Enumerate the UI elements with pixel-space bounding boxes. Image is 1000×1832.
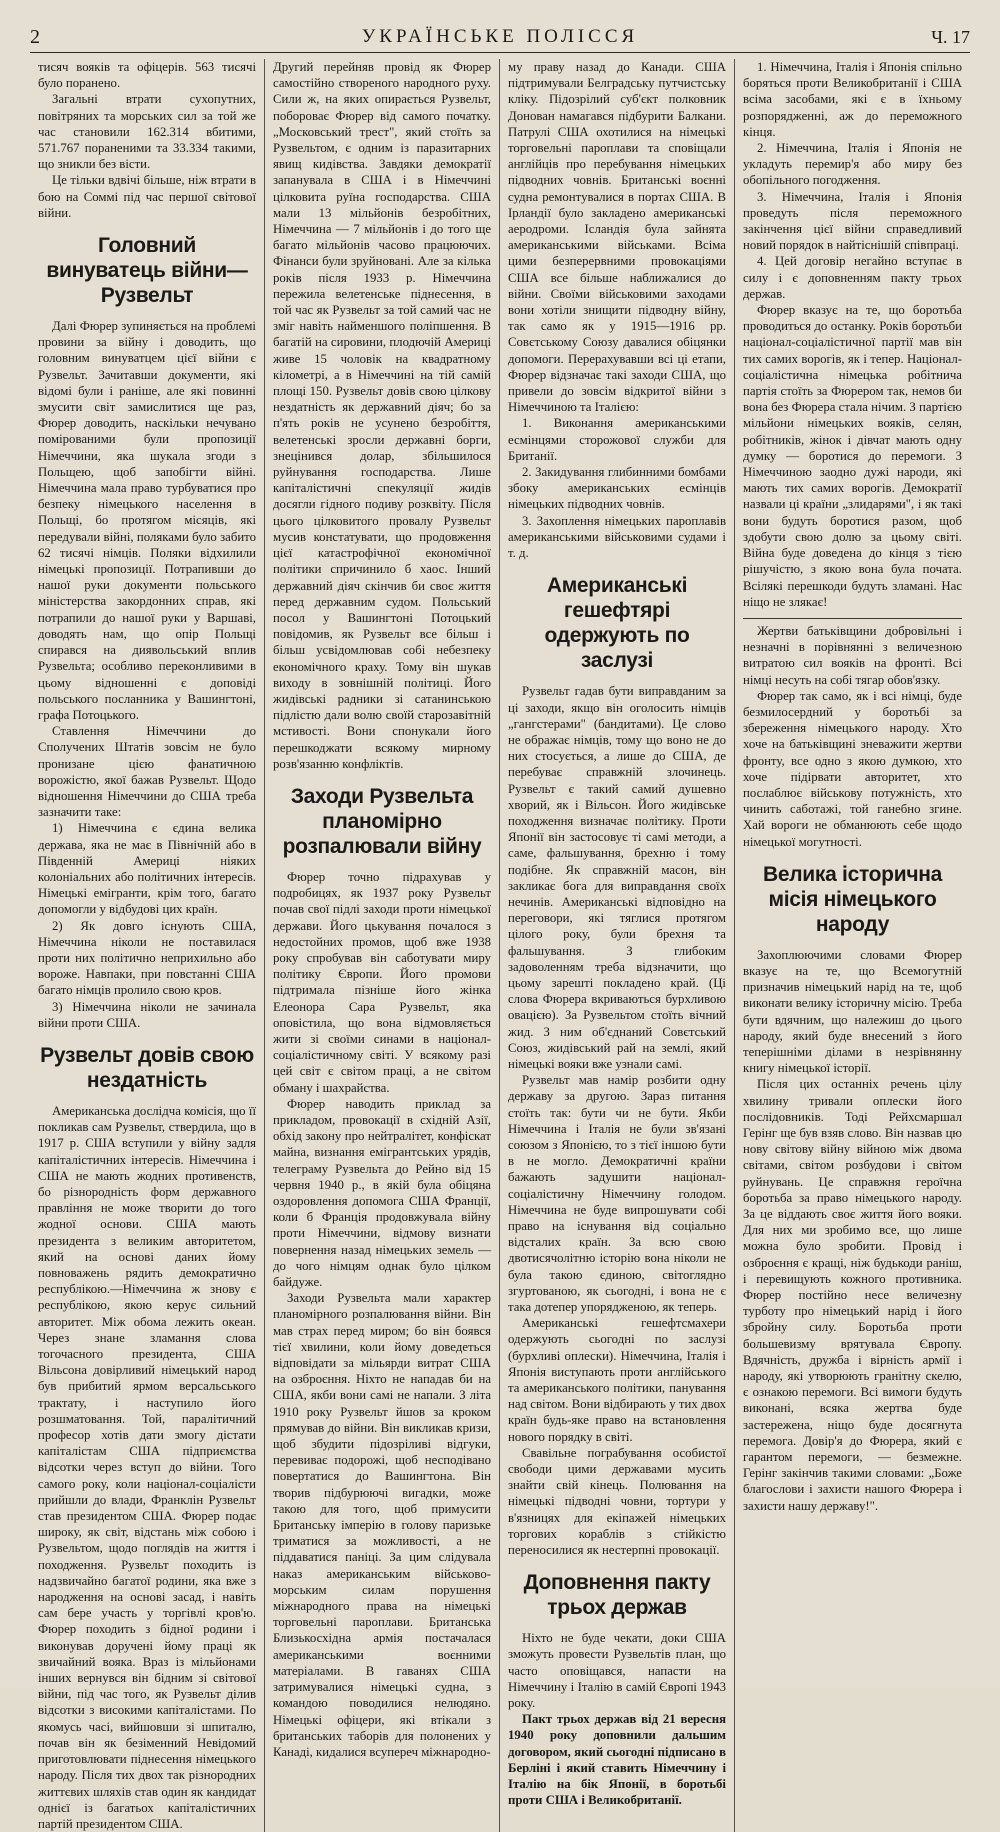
paragraph: 3. Захоплення німецьких пароплавів американськими військовими судами і т. д.: [508, 513, 726, 561]
paragraph: 3. Німеччина, Італія і Японія проведуть після переможного закінчення цієї війни справедливий новий порядок в найтіснішій співпраці.: [743, 189, 962, 253]
paragraph: 1. Німеччина, Італія і Японія спільно боряться проти Великобританії і США всіма засобами, які є в їхньому розпорядженні, аж до переможного кінця.: [743, 60, 962, 139]
section-heading: Головний винуватець війни—Рузвельт: [46, 234, 248, 308]
section-heading: Американські гешефтярі одержують по заслузі: [544, 574, 690, 673]
paragraph: Заходи Рузвельта мали характер планомірного розпалювання війни. Він мав страх перед миром; бо він боявся тієї хвилини, коли йому доведеться відповідати за мільярди витрат США на озброєння. Ніхто не нападав би на США, якби вони самі не напали. З літа 1910 року Рузвельт йшов за кроком прямував до війни. Він викликав кризи, щоб збудити підозріливі відгуки, перевиває подорожі, щоб несподівано повертатися до Вашингтона. Він творив підбурюючі вигадки, може такою для того, щоб примусити Британську імперію в голову паризьке триматися за можливості, а не піддаватися паніці. За цим слідувала наказ американським військово-морським силам порушення міжнародного права на німецькі торговельні пароплави. Британська Близькосхідна армія постачалася американськими воєнними матеріалами. В гаванях США затримувалися німецькі судна, з командою поводилися нелюдяно. Німецькі офіцери, які втікали з британських таборів для полонених у Канаді, кидалися всупереч міжнародно-: [273, 1291, 491, 1759]
page-number: 2: [30, 25, 40, 48]
column-2: [265, 59, 500, 1832]
paragraph: Американська дослідча комісія, що її покликав сам Рузвельт, ствердила, що в 1917 р. США вступили у війну задля капіталістичних інтересів. Німеччина і США не мають жодних противенств, бо різнородність форм державного правління не може творити до того жодної основи. США мають президента з великим авторитетом, який на основі даних йому повноважень рядить демократично республікою.—Німеччина ж знову є республікою, якою керує сильний авторитет. Між обома лежить океан. Через знане зламання слова тогочасного президента, США Вільсона довірливий німецький народ був прибитий ярмом версальського трактату, і наступило його розшматовання. Той, паралітичний професор хотів дати змогу дістати капіталістам США підприємства відсотки через вступ до війни. Того самого року, коли націонал-соціалісти прийшли до влади, Франклін Рузвельт став президентом США. Фюрер подає широку, як світ, відстань між собою і Рузвельтом, щодо поглядів на життя і походження. Рузвельт походить із надзвичайно багатої родини, яка вже з народження на основі засад, і навіть сам бере участь у торгівлі кров'ю. Фюрер походить з бідної родини і виконував доручені йому праці як звичайний вояка. Враз із мільйонами інших вернувся він бідним зі світової війни, під час того, як Рузвельт ділив відсотки з високими капіталістами. По якомусь часі, вийшовши зі шпиталю, почав він як безіменний Невідомий приготовлювати піднесення німецького народу. Після тих двох так різнородних життєвих шляхів став один як кандидат однієї із багатьох капіталістичних партій президентом США.: [38, 1103, 256, 1831]
paragraph: Ніхто не буде чекати, доки США зможуть провести Рузвельтів план, що часто оповіщався, напасти на Німеччину і Італію в самій Європі 1943 року.: [508, 1631, 726, 1711]
newspaper-title: УКРАЇНСЬКЕ ПОЛІССЯ: [361, 26, 639, 47]
paragraph: 4. Цей договір негайно вступає в силу і є доповненням пакту трьох держав.: [743, 254, 962, 301]
paragraph: 1. Виконання американськими есмінцями сторожової служби для Британії.: [508, 416, 726, 463]
paragraph: Загальні втрати сухопутних, повітряних та морських сил за той же час становили 162.314 вбитими, 571.767 пораненими та 33.334 такими, що зникли без вісти.: [38, 92, 256, 172]
paragraph-bold: Пакт трьох держав від 21 вересня 1940 року доповнили дальшим договором, який сьогодні підписано в Берліні і який ставить Німеччину і Італію на бік Японії, в боротьбі проти США і Великобританії.: [508, 1712, 726, 1808]
paragraph: му праву назад до Канади. США підтримували Белградську путчистську кліку. Підозрілий суб'єкт полковник Донован намагався підбурити Балкани. Патрулі США охотилися на німецькі торговельні пароплави та сповіщали англійців про перебування німецьких підводних човнів. Британські воєнні судна ремонтувалися в портах США. В Ірландії було закладено американські аеродроми. Ісландія була зайнята американськими військами. Всіма цими безперервними провокаціями США все більше наближалися до війни. Своїми військовими заходами вони хотіли знищити підводну війну, так само як у 1915—1916 рр. Совєтському Союзу давалися обіцянки допомоги. Перерахувавши всі ці етапи, Фюрер відзначає такі заходи США, що привели до зовсім відкритої війни з Німеччиною та Італією:: [508, 60, 726, 415]
paragraph: 2. Німеччина, Італія і Японія не укладуть перемир'я або миру без обопільного погодження.: [743, 141, 962, 188]
section-heading: Рузвельт довів свою нездатність: [40, 1043, 254, 1092]
paragraph: Далі Фюрер зупиняється на проблемі провини за війну і доводить, що головним винуватцем цієї війни є Рузвельт. Зачитавши документи, які відомі були і раніше, але які повинні змусити світ замислитися ще раз, Фюрер доводить, наскільки нечувано помірованими були пропозиції Німеччини, яка шукала згоди з Польщею, щоб запобігти війні. Німеччина мала право турбуватися про безпеку німецького населення в Польщі, бо протягом місяців, які передували війні, поляками було забито 62 тисячі німців. Поляки відхилили німецькі пропозиції. Потрапивши до нашої руки документи польського міністерства закордонних справ, які потрапили до нашої руки у Варшаві, доводять нам, що опір Польщі спирався на диявольський вплив Рузвельта; особливо переконливими в цьому відношенні є доповіді польського посланника у Вашингтоні, графа Потоцького.: [38, 319, 256, 722]
page-header: [30, 22, 970, 53]
paragraph: Жертви батьківщини добровільні і незначні в порівнянні з величезною витратою сил вояків на фронті. Всі німці несуть на собі тягар обов'язку.: [743, 623, 962, 687]
paragraph: Рузвельт мав намір розбити одну державу за другою. Зараз питання стоїть так: бути чи не бути. Якби Німеччина і Італія не були зв'язані союзом з Японією, то з тієї іншою бути в не могло. Демократичні країни бажають задушити націонал-соціалістичну Німеччину голодом. Німеччина не буде випрошувати собі право на існування від соціально відсталих країн. За всю свою двотисячолітню історію вона ніколи не була такою єдиною, світоглядно згуртованою, як сьогодні, і вона не є така дотепер упорядженою, як теперь.: [508, 1073, 726, 1315]
divider: [743, 618, 962, 619]
paragraph: Ставлення Німеччини до Сполучених Штатів зовсім не було пронизане цією фанатичною ворожістю, якої бажав Рузвельт. Щодо відношення Німеччини до США треба зазначити таке:: [38, 724, 256, 820]
paragraph: Це тільки вдвічі більше, ніж втрати в бою на Соммі під час першої світової війни.: [38, 173, 256, 220]
section-heading: Велика історична місія німецького народу: [763, 862, 942, 936]
paragraph: Після цих останніх речень цілу хвилину тривали оплески його послідовників. Тоді Рейхсмаршал Герінг ще був взяв слово. Він назвав цю нову світову війну війною між двома світами, світом розбудови і світом руйнувань. Це справжня героїчна боротьба за право німецького народу. За це віддають своє життя його вояки. Для них ми зробимо все, що лише можна було зробити. Провід і озброєння є кращі, ніж будькоди раніш, і перевищують кожного противника. Фюрер постійно несе величезну турботу про німецький нарід і його збройну силу. Боротьба проти большевизму врятувала Європу. Вдячність, дружба і вірність армії і народу, які утворюють гранітну скелю, є ознакою перемоги. Всі вимоги будуть виконані, всяка жертва буде застережена, ніщо буде досягнута перемога. Довір'я до Фюрера, який є гарантом перемоги, — безмежне. Герінг закінчив такими словами: „Боже благослови і захисти нашого Фюрера і захисти нашу державу!".: [743, 1077, 962, 1513]
paragraph: Рузвельт гадав бути виправданим за ці заходи, якщо він оголосить німців „гангстерами" (бандитами). Це слово не ображає німців, тому що воно не до них стосується, а лише до США, де перебуває справжній злочинець. Рузвельт є такий самий душевно хворий, як і Вільсон. Його жидівське походження визначає політику. Проти Японії він застосовує ті самі методи, а саме, фальшування, брехню і тому подібне. Як справжній масон, він закликає бога для виправдання своїх нечинів. Американські відповідно на переговори, які тяглися протягом цілого року, були брехня та фальшування. З глибоким задоволенням треба відзначити, що цьому зарешті покладено край. (Ці слова Фюрера вкриваються бурхливою овацією). За Рузвельтом стоїть вічний жид. З ним об'єднаний Совєтський Союз, жидівський рай на землі, який німецькі вояки вже узнали самі.: [508, 684, 726, 1071]
paragraph: Фюрер наводить приклад за прикладом, провокації в східній Азії, обхід закону про нейтралітет, конфіскат майна, визнання емігрантських урядів, телеграму Рузвельта до Рейно від 15 червня 1940 р., в якій була обіцяна оздоровлення допомога США Франції, коли б Франція продовжувала війну проти Німеччини, відмову визнати повернення назад німецьких земель — до чого німцям однак було цілком байдуже.: [273, 1096, 491, 1290]
paragraph: Захоплюючими словами Фюрер вказує на те, що Всемогутній призначив німецький нарід на те, щоб виконати велику історичну місію. Треба бути вдячним, що належиш до цього народу, який буде внесений з його теперішніми ділами в незрівнянну книгу німецької історії.: [743, 947, 962, 1076]
column-4: [735, 59, 970, 1832]
paragraph: 2) Як довго існують США, Німеччина ніколи не поставилася проти них політично неприхильно або вороже. Навпаки, при повстанні США багато німців пролило свою кров.: [38, 918, 256, 998]
paragraph: Фюрер так само, як і всі німці, буде безмилосердний у боротьбі за збереження німецького народу. Хто хоче на батьківщині зневажити жертви фронту, все одно з якою думкою, хто хоче підірвати авторитет, хто послаблює військову потужність, хто чинить саботажі, той ганебно згине. Хай вороги не обманюють себе щодо німецької могутності.: [743, 688, 962, 849]
paragraph: Фюрер точно підрахував у подробицях, як 1937 року Рузвельт почав свої підлі заходи проти німецької держави. Його цькування почалося з недостойних промов, щоб вже 1938 року спробував він саботувати миру політику Європи. Його промови підтримала пізніше його жінка Елеонора Сара Рузвельт, яка оповістила, що вона відмовляється жити зі своїми синами в націонал-соціалістичному світі. У всякому разі цей світ є світом праці, а не світом обману і шахрайства.: [273, 869, 491, 1095]
paragraph: тисяч вояків та офіцерів. 563 тисячі було поранено.: [38, 60, 256, 91]
paragraph: 1) Німеччина є єдина велика держава, яка не має в Північній або в Південній Америці ніяких колоніальних або політичних інтересів. Німецькі емігранти, крім того, багато допомогли у відбудові цих країн.: [38, 821, 256, 917]
paragraph: Фюрер вказує на те, що боротьба проводиться до останку. Років боротьби націонал-соціалістичної партії мав він тих самих ворогів, як і тепер. Націонал-соціалістична німецька робітнича партія стоїть за Фюрером так, немов би вона без Фюрера стала нічим. З партією мільйони німецьких вояків, селян, робітників, жінок і дівчат мають одну думку — боротися до перемоги. З Німеччиною заодно дужі народи, які мають тих самих ворогів. Демократії назвали ці країни „злидарями", і як такі вони будуть боротися разом, щоб здобути свою долю за цьому світі. Війна буде доведена до кінця з тією рішучістю, з якою вона була почата. Всілякі перешкоди будуть зламані. Нас ніщо не злякає!: [743, 303, 962, 609]
column-1: [30, 59, 265, 1832]
paragraph: Американські гешефтсмахери одержують сьогодні по заслузі (бурхливі оплески). Німеччина, Італія і Японія виступають проти англійського та американського політики, панування над світом. Вони відбирають у тих двох країн будь-яке право на встановлення нового порядку в світі.: [508, 1316, 726, 1444]
paragraph: Свавільне пограбування особистої свободи цими державами мусить знайти свій кінець. Полювання на німецькі підводні човни, тортури у в'язницях для екіпажей німецьких торгових кораблів з стійкістю переносилися як нестерпні провокації.: [508, 1445, 726, 1558]
issue-number: Ч. 17: [931, 26, 970, 47]
section-heading: Заходи Рузвельта планомірно розпалювали війну: [282, 784, 482, 858]
paragraph: 3) Німеччина ніколи не зачинала війни проти США.: [38, 999, 256, 1030]
section-heading: Доповнення пакту трьох держав: [523, 1571, 711, 1620]
column-3: [500, 59, 735, 1832]
paragraph: 2. Закидування глибинними бомбами збоку американських есмінців німецьких підводних човнів.: [508, 465, 726, 512]
paragraph: Другий перейняв провід як Фюрер самостійно створеного народного руху. Сили ж, на яких опирається Рузвельт, побороває Фюрер від самого початку. „Московський трест", який стоїть за Рузвельтом, є одним із паразитарних явищ кидівства. Завдяки демократії запанувала в США і в Німеччині цілковита руїна господарства. США мали 13 мільйонів безробітних, Німеччина — 7 мільйонів і до того ще багато мільйонів часово працюючих. Фінанси були зруйновані. Але за кілька років після 1933 р. Німеччина пережила велетенське піднесення, в той час як Рузвельт за той самий час не зміг навіть найменшого поліпшення. В багатій на сировини, плодючій Америці живе 15 чоловік на квадратному кілометрі, а в Німеччині на тій самій площі 150. Рузвельт довів свою цілкову нездатність як державний діяч; бо за п'ять років не усунено безробіття, велетенські зросли державні борги, знецінився долар, збільшилося руйнування господарства. Лише капіталістичні спекуляції жидів досягли гідного подиву розквіту. Після цього цілковитого провалу Рузвельт мусив констатувати, що продовження цієї катастрофічної економічної політики спричинило б хаос. Інший державний діяч скінчив би своє життя перед державним судом. Польський посол у Вашингтоні Потоцький повідомив, як Рузвельт все більш і більш усвідомлював собі небезпеку економічного краху. Тому він шукав виходу в зовнішній політиці. Його жидівські радники зі сатанинською підлістю дали волю своїй старозавітній мстивості. Вони спонукали його перешкоджати всякому мирному розв'язанню конфліктів.: [273, 60, 491, 771]
article-columns: [30, 59, 970, 1831]
